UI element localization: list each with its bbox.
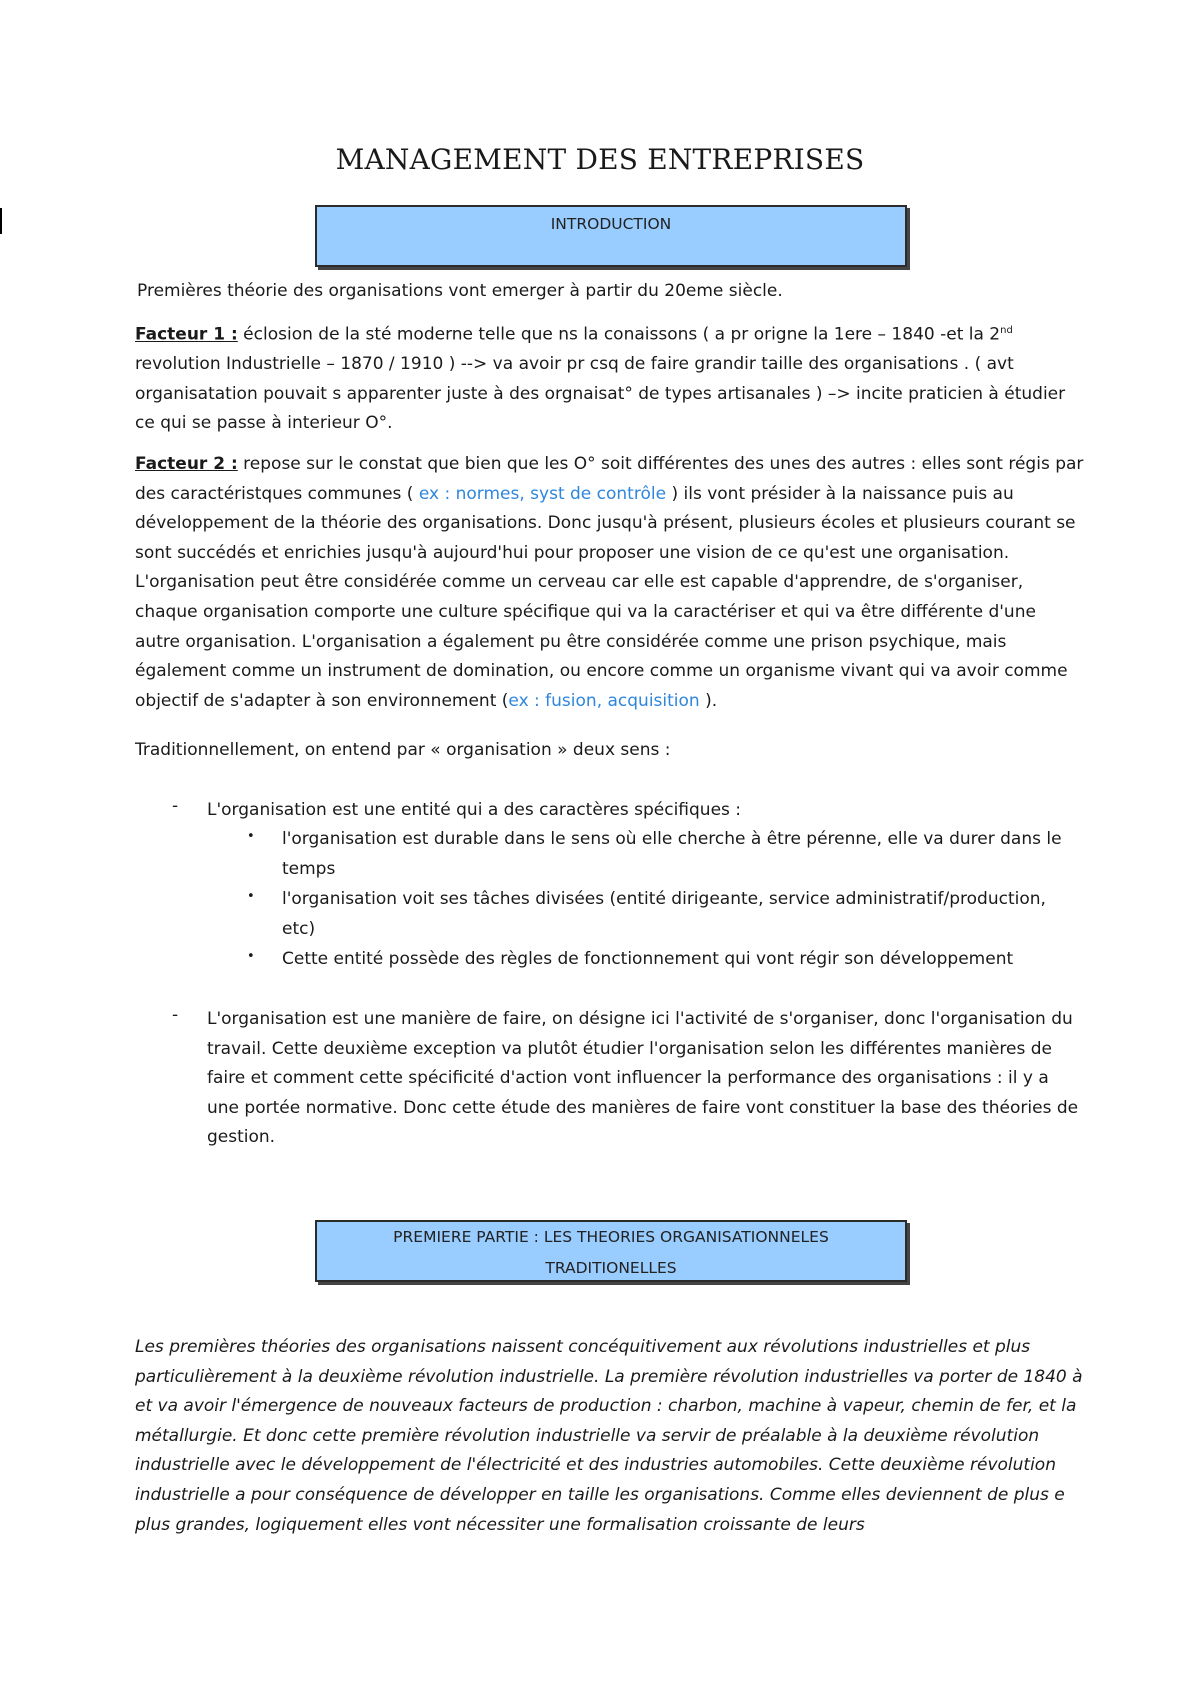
- sens1-bullet-1: l'organisation est durable dans le sens où elle cherche à être pérenne, elle va durer dans le temps: [282, 829, 1062, 879]
- introduction-heading: INTRODUCTION: [550, 215, 672, 233]
- facteur1-text-a: éclosion de la sté moderne telle que ns la conaissons ( a pr origne la 1ere – 1840 -et la 2: [237, 324, 1001, 345]
- sens1-bullet-3: Cette entité possède des règles de fonctionnement qui vont régir son développement: [282, 949, 1014, 969]
- facteur1-paragraph: [135, 316, 1085, 439]
- bullet-1: •: [247, 829, 255, 844]
- sens1-bullet-2: l'organisation voit ses tâches divisées (entité dirigeante, service administratif/production, etc): [282, 889, 1046, 939]
- introduction-heading-box: [315, 205, 907, 267]
- sens1-text: L'organisation est une entité qui a des caractères spécifiques :: [207, 800, 742, 820]
- italic-paragraph: Les premières théories des organisations naissent concéquitivement aux révolutions industrielles et plus particulièrement à la deuxième révolution industrielle. La première révolution industrielles va porter de 1840 à et va avoir l'émergence de nouveaux facteurs de production : charbon, machine à vapeur, chemin de fer, et la métallurgie. Et donc cette première révolution industrielle va servir de préalable à la deuxième révolution industrielle avec le développement de l'électricité et des industries automobiles. Cette deuxième révolution industrielle a pour conséquence de développer en taille les organisations. Comme elles deviennent de plus e plus grandes, logiquement elles vont nécessiter une formalisation croissante de leurs: [135, 1337, 1083, 1535]
- facteur2-example-2: ex : fusion, acquisition: [508, 690, 700, 711]
- facteur2-text-c: ).: [699, 690, 718, 711]
- tradition-line: Traditionnellement, on entend par « organisation » deux sens :: [135, 740, 671, 760]
- part1-heading-line2: TRADITIONELLES: [545, 1259, 677, 1277]
- facteur2-paragraph: [135, 450, 1085, 716]
- sens2-text: L'organisation est une manière de faire, on désigne ici l'activité de s'organiser, donc l'organisation du travail. Cette deuxième exception va plutôt étudier l'organisation selon les différentes manières de faire et comment cette spécificité d'action vont influencer la performance des organisations : il y a une portée normative. Donc cette étude des manières de faire vont constituer la base des théories de gestion.: [207, 1009, 1079, 1148]
- dash-marker-1: -: [172, 796, 179, 816]
- facteur2-text-a: repose sur le constat que bien que les O° soit différentes des unes des autres : elles sont régis par des caractéristques communes (: [135, 454, 1084, 504]
- facteur2-example-1: ex : normes, syst de contrôle: [418, 483, 667, 504]
- intro-line: Premières théorie des organisations vont emerger à partir du 20eme siècle.: [137, 281, 783, 301]
- dash-marker-2: -: [172, 1005, 179, 1025]
- text-cursor: [0, 208, 2, 234]
- facteur1-superscript: nd: [1000, 325, 1013, 336]
- part1-heading-box: [315, 1220, 907, 1282]
- part1-heading-line1: PREMIERE PARTIE : LES THEORIES ORGANISATIONNELES: [393, 1228, 829, 1246]
- facteur1-text-b: revolution Industrielle – 1870 / 1910 ) --> va avoir pr csq de faire grandir taille des organisations . ( avt organisatation pouvait s apparenter juste à des orgnaisat° de types artisanales ) –> incite praticien à étudier ce qui se passe à interieur O°.: [135, 354, 1066, 434]
- facteur2-text-b: ) ils vont présider à la naissance puis au développement de la théorie des organisations. Donc jusqu'à présent, plusieurs écoles et plusieurs courant se sont succédés et enrichies jusqu'à aujourd'hui pour proposer une vision de ce qu'est une organisation. L'organisation peut être considérée comme un cerveau car elle est capable d'apprendre, de s'organiser, chaque organisation comporte une culture spécifique qui va la caractériser et qui va être différente d'une autre organisation. L'organisation a également pu être considérée comme une prison psychique, mais également comme un instrument de domination, ou encore comme un organisme vivant qui va avoir comme objectif de s'adapter à son environnement (: [135, 483, 1076, 711]
- bullet-3: •: [247, 949, 255, 964]
- facteur2-label: Facteur 2 :: [135, 454, 238, 474]
- bullet-2: •: [247, 889, 255, 904]
- document-title: MANAGEMENT DES ENTREPRISES: [335, 143, 865, 176]
- facteur1-label: Facteur 1 :: [135, 324, 238, 345]
